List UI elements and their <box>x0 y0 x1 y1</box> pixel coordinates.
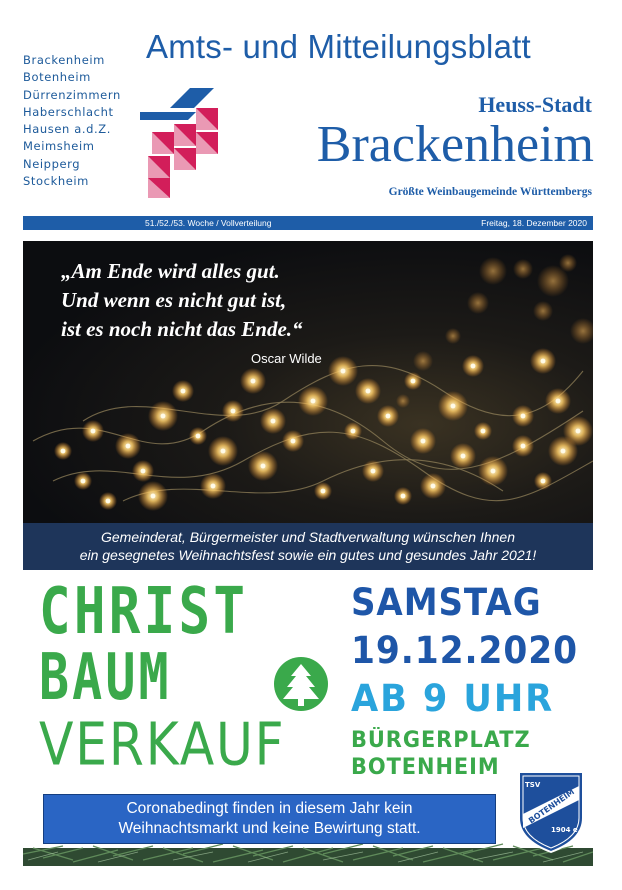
club-crest <box>515 766 587 854</box>
quote-line: Und wenn es nicht gut ist, <box>61 288 287 312</box>
notice-line: Weihnachtsmarkt und keine Bewirtung statt. <box>118 820 421 837</box>
quote-line: „Am Ende wird alles gut. <box>61 259 280 283</box>
fir-tree-icon <box>273 656 329 712</box>
ad-word-verkauf: VERKAUF <box>39 710 286 779</box>
town-name: Neipperg <box>23 156 81 171</box>
christmas-tree-sale-ad <box>23 570 593 866</box>
issue-info-bar <box>23 216 593 230</box>
notice-line: Coronabedingt finden in diesem Jahr kein <box>126 800 413 817</box>
ad-date: 19.12.2020 <box>351 629 578 672</box>
crest-top: TSV <box>525 781 541 789</box>
city-logo-icon <box>138 84 222 200</box>
ad-place-line2: BOTENHEIM <box>351 755 500 780</box>
holiday-greeting <box>23 523 593 570</box>
crest-year: 1904 e.V. <box>551 826 588 834</box>
town-name: Haberschlacht <box>23 104 114 119</box>
quote <box>61 257 303 344</box>
crest-name: BOTENHEIM <box>527 787 577 826</box>
city-subtitle: Heuss-Stadt <box>478 92 592 117</box>
issue-week: 51./52./53. Woche / Vollverteilung <box>145 218 272 228</box>
corona-notice <box>43 794 496 844</box>
ad-time: AB 9 UHR <box>351 677 555 720</box>
town-name: Dürrenzimmern <box>23 87 121 102</box>
quote-author: Oscar Wilde <box>251 351 322 366</box>
greeting-line: Gemeinderat, Bürgermeister und Stadtverwaltung wünschen Ihnen <box>100 529 515 545</box>
town-name: Hausen a.d.Z. <box>23 122 111 137</box>
town-name: Meimsheim <box>23 139 95 154</box>
ad-word-christ: CHRIST <box>39 575 249 649</box>
publication-title: Amts- und Mitteilungsblatt <box>146 28 531 65</box>
greeting-line: ein gesegnetes Weihnachtsfest sowie ein gutes und gesundes Jahr 2021! <box>79 547 537 563</box>
ad-place-line1: BÜRGERPLATZ <box>351 728 531 753</box>
city-tagline: Größte Weinbaugemeinde Württembergs <box>388 186 592 198</box>
city-name: Brackenheim <box>316 116 594 173</box>
town-list <box>23 52 121 190</box>
issue-date: Freitag, 18. Dezember 2020 <box>481 218 587 228</box>
town-name: Brackenheim <box>23 53 105 67</box>
town-name: Botenheim <box>23 70 91 85</box>
quote-line: ist es noch nicht das Ende.“ <box>61 317 303 341</box>
town-name: Stockheim <box>23 174 89 189</box>
ad-word-baum: BAUM <box>39 641 172 715</box>
fairy-lights-photo <box>23 241 593 523</box>
ad-day: SAMSTAG <box>351 581 542 624</box>
